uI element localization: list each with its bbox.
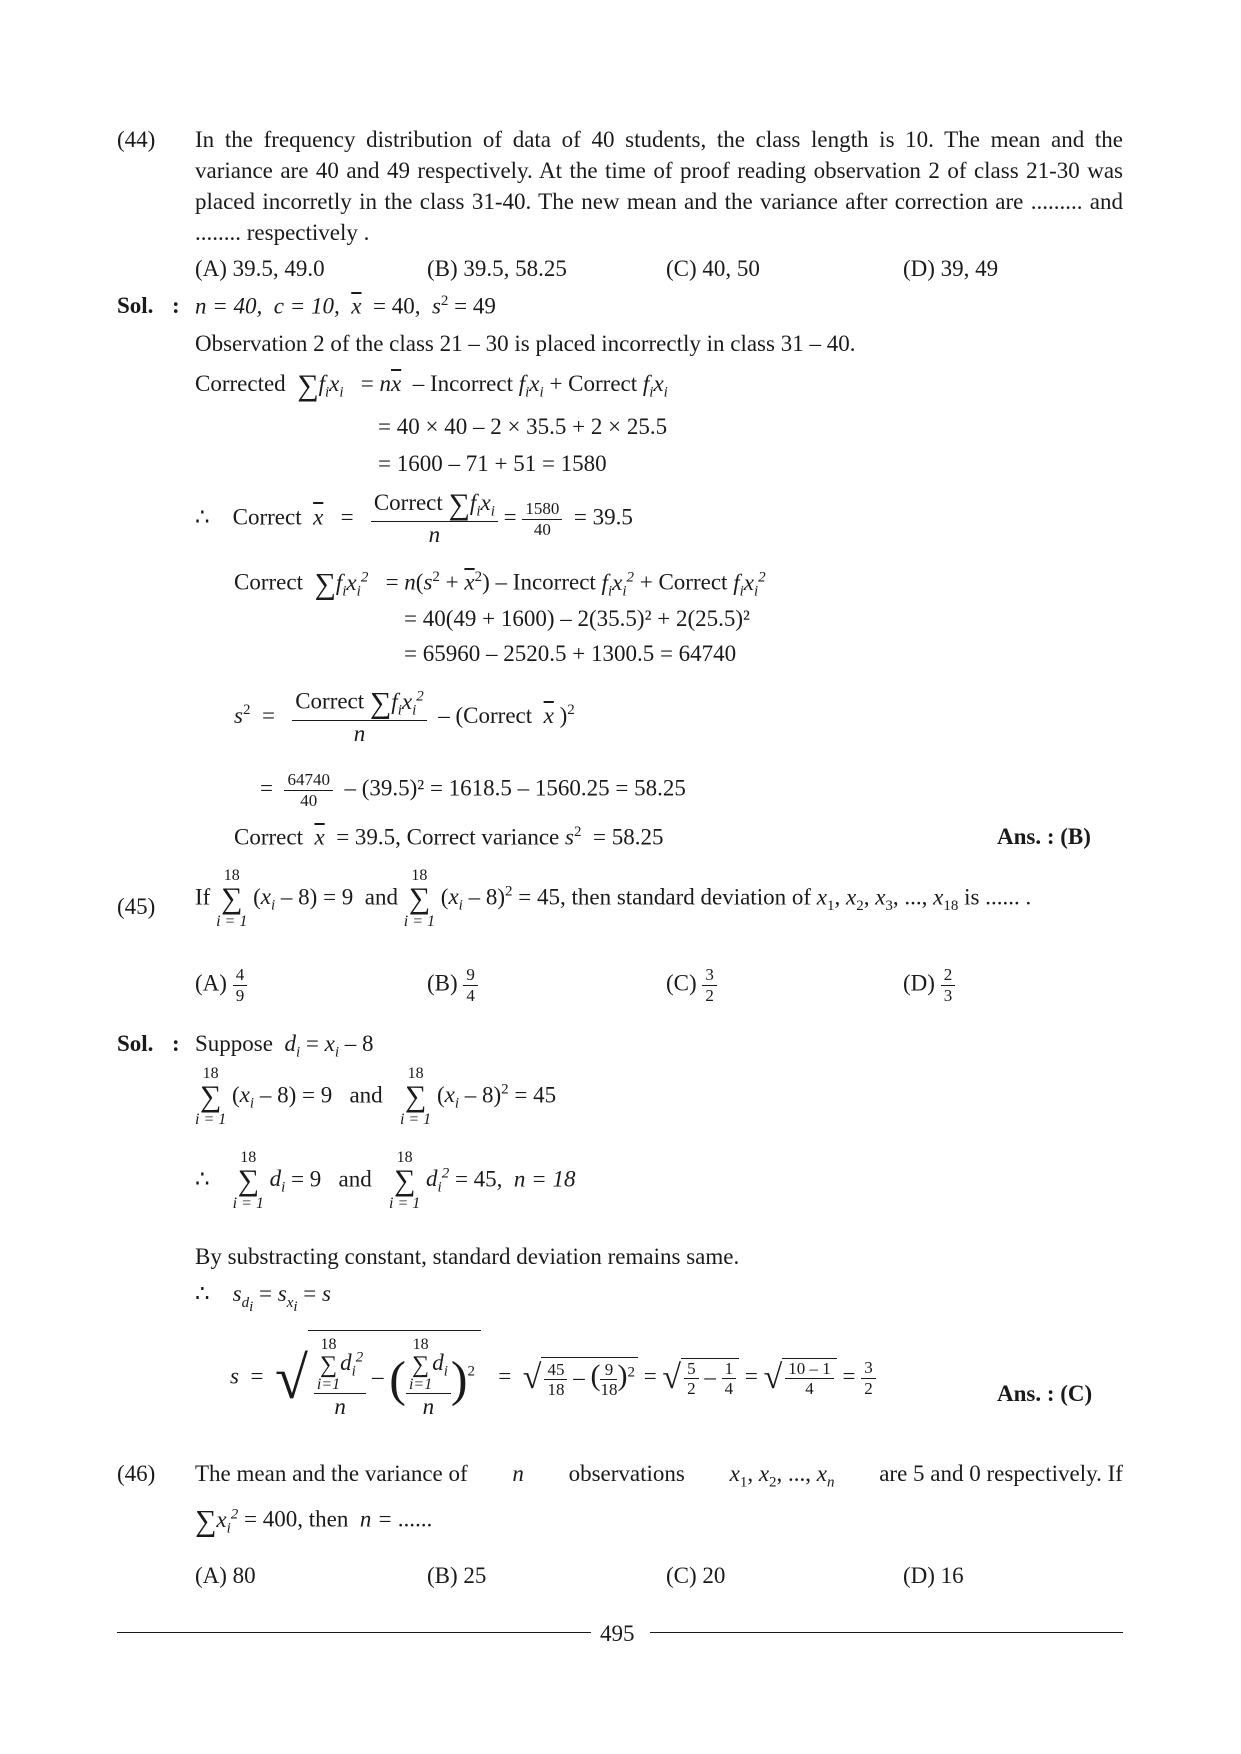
option-46-d: (D) 16	[903, 1563, 964, 1588]
sol44-sum-squares: Correct $\sum f_ix_i^2 = n(s^2 + \overline{x}^2)$ – Incorrect $f_ix_i^2$ + Correct $f_ix_i^2$	[234, 567, 766, 601]
sol44-variance-calc: = $\frac{64740}{40}$ – (39.5)² = 1618.5 – 1560.25 = 58.25	[260, 770, 686, 810]
sol45-suppose: Suppose $d_i = x_i - 8$	[195, 1031, 374, 1061]
sol45-given-sums: 18 ∑ i = 1 $(x_i - 8) = 9$ and 18 ∑ i = 1 $(x_i - 8)^2 = 45$	[195, 1065, 557, 1128]
sol45-subtract-note: By substracting constant, standard deviation remains same.	[195, 1244, 740, 1269]
question-number-45: (45)	[117, 894, 156, 919]
option-46-c: (C) 20	[666, 1563, 726, 1588]
sol45-d-sums: ∴ 18 ∑ i = 1 $d_i = 9$ and 18 ∑ i = 1 $d_i^2 = 45$, n = 18	[195, 1149, 576, 1212]
option-44-d: (D) 39, 49	[903, 256, 999, 281]
question-number-44: (44)	[117, 127, 156, 152]
question-text-44: In the frequency distribution of data of 40 students, the class length is 10. The mean and the variance are 40 and 49 respectively. At the time of proof reading observation 2 of class 21-30 was placed incorretly in the class 31-40. The new mean and the variance after correction are ......... and ........ respectively .	[195, 127, 1123, 245]
question-number-46: (46)	[117, 1461, 156, 1486]
solution-label-44: Sol.	[117, 293, 154, 318]
page-number: 495	[600, 1621, 635, 1646]
sol44-final: Correct $\overline{x} = 39.5$, Correct variance $s^2 = 58.25$	[234, 824, 664, 850]
option-44-c: (C) 40, 50	[666, 256, 760, 281]
sol44-given: n = 40, c = 10, $\overline{x} = 40$, $s^2 = 49$	[195, 293, 496, 319]
option-45-c: (C) $\frac{3}{2}$	[666, 965, 717, 1005]
question-46-condition: $\sum x_i^2 = 400$, then n = ......	[195, 1504, 433, 1538]
sol44-mean-formula: ∴ Correct $\overline{x}$ = $\frac{Correct \sum f_ix_i}{n}$ = $\frac{1580}{40}$ = 39.5	[195, 488, 633, 547]
option-44-a: (A) 39.5, 49.0	[195, 256, 325, 281]
sol45-sd-formula: s = √ 18 ∑ i=1 $d_i^2$ n – ( 18 ∑ i=1 $d_i$ n )$^2$ = √ $\frac{45}{18}$ – ( $\frac{9}{18}$ )$^2$ = √ $\frac{5}{2}$ – $\frac{1}{4}$ = √ $\frac{10 - 1}{4}$ = $\frac{3}{2}$	[230, 1330, 876, 1426]
sol45-sd-equal: ∴ $s_{d_i} = s_{x_i} = s$	[195, 1281, 331, 1315]
question-text-46: The mean and the variance of n observations $x_1$, $x_2$, ..., $x_n$ are 5 and 0 respectively. If	[195, 1461, 1123, 1491]
sol44-step3: = 1600 – 71 + 51 = 1580	[378, 451, 607, 476]
sol44-observation: Observation 2 of the class 21 – 30 is placed incorrectly in class 31 – 40.	[195, 331, 856, 356]
option-45-d: (D) $\frac{2}{3}$	[903, 965, 955, 1005]
solution-colon-45: :	[172, 1031, 180, 1056]
option-44-b: (B) 39.5, 58.25	[427, 256, 567, 281]
answer-44: Ans. : (B)	[997, 824, 1091, 849]
sol44-variance-formula: $s^2$ = $\frac{Correct \sum f_ix_i^2}{n}$ – (Correct $\overline{x}$ )$^2$	[234, 686, 575, 746]
footer-rule-left	[117, 1632, 591, 1633]
solution-label-45: Sol.	[117, 1031, 154, 1056]
sol44-step2: = 40 × 40 – 2 × 35.5 + 2 × 25.5	[378, 414, 668, 439]
option-46-a: (A) 80	[195, 1563, 256, 1588]
question-text-45: If 18 ∑ i = 1 $(x_i - 8) = 9$ and 18 ∑ i = 1 $(x_i - 8)^2 = 45$, then standard deviation of $x_1$, $x_2$, $x_3$, ..., $x_{18}$ is ...... .	[195, 867, 1032, 930]
option-46-b: (B) 25	[427, 1563, 487, 1588]
solution-colon-44: :	[172, 293, 180, 318]
footer-rule-right	[650, 1632, 1123, 1633]
option-45-b: (B) $\frac{9}{4}$	[427, 965, 478, 1005]
sol44-sq-step3: = 65960 – 2520.5 + 1300.5 = 64740	[404, 641, 737, 666]
answer-45: Ans. : (C)	[997, 1381, 1093, 1406]
option-45-a: (A) $\frac{4}{9}$	[195, 965, 247, 1005]
sol44-sq-step2: = 40(49 + 1600) – 2(35.5)² + 2(25.5)²	[404, 606, 750, 631]
sol44-corrected-sum: Corrected $\sum f_ix_i = n\overline{x}$ – Incorrect $f_ix_i$ + Correct $f_ix_i$	[195, 369, 668, 402]
